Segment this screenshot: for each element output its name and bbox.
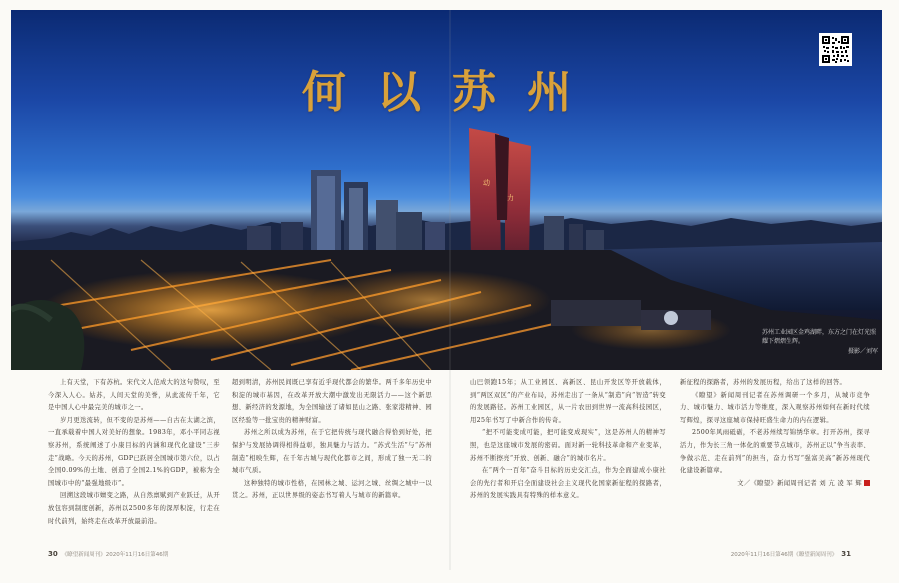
author-byline: 文／《瞭望》新闻周刊记者 刘 亢 凌 军 辉 <box>680 478 870 491</box>
gate-sign-text: 动 <box>483 180 490 187</box>
page-number-left: 30 <box>48 550 58 558</box>
caption-text: 苏州工业园区金鸡湖畔，东方之门在灯光照耀下熠熠生辉。 <box>762 329 877 345</box>
city-night-photo <box>11 10 882 370</box>
paragraph: 《瞭望》新闻周刊记者在苏州调研一个多月，从城市竞争力、城市魅力、城市活力等维度，深入观察苏州如何在新时代续写辉煌，探寻这座城市保持旺盛生命力的内在逻辑。 <box>680 391 870 424</box>
footer-left <box>48 550 168 558</box>
skyline-illustration <box>11 10 882 370</box>
headline-char: 州 <box>527 67 598 118</box>
paragraph: 岁月更迭流转，但不变的是苏州——自古在太湖之滨，一直承载着中国人对美好的想象。1983年，邓小平同志视察苏州，系统阐述了小康目标的内涵和现代化建设“三步走”战略。今天的苏州，GDP已跃居全国城市第六位，以占全国0.09%的土地、创造了全国2.1%的GDP，被称为全国城市中的“最强地级市”。 <box>48 416 220 487</box>
photo-credit: 摄影／刘军 <box>847 348 878 355</box>
footer-left-text: 《瞭望新闻周刊》2020年11月16日第46期 <box>61 552 169 558</box>
paragraph: 2500年风雨砥砺，不老苏州续写锦绣华章。打开苏州，探寻活力，作为长三角一体化的重要节点城市，苏州正以“争当表率、争做示范、走在前列”的担当，奋力书写“强富美高”新苏州现代化建设新篇章。 <box>680 429 870 475</box>
paragraph: 这种独特的城市性格，在园林之城、运河之城、丝绸之城中一以贯之。苏州，正以世界级的姿态书写着人与城市的新篇章。 <box>232 479 432 500</box>
headline-char: 何 <box>301 67 372 118</box>
text-column-2 <box>232 377 432 503</box>
headline-char: 以 <box>376 67 447 118</box>
paragraph: 在“两个一百年”奋斗目标的历史交汇点，作为全面建成小康社会的先行者和开启全面建设社会主义现代化国家新征程的探路者，苏州的发展实践具有特殊的样本意义。 <box>470 467 666 500</box>
page-gutter <box>449 10 451 570</box>
qr-code-icon[interactable] <box>819 33 852 66</box>
photo-caption <box>762 328 878 356</box>
paragraph: 山巴领跑15年；从工业园区、高新区、昆山开发区等开放载体，到“两区双区”的产业布局，苏州走出了一条从“制造”向“智造”转变的发展路径。苏州工业园区，从一片农田到世界一流高科技园区，用25年书写了中新合作的传奇。 <box>470 379 666 424</box>
footer-right <box>731 550 851 558</box>
page-number-right: 31 <box>841 550 851 558</box>
footer-right-text: 2020年11月16日第46期《瞭望新闻周刊》 <box>730 552 838 558</box>
paragraph: “把不可能变成可能，把可能变成现实”，这是苏州人的精神写照，也是这座城市发展的密码。面对新一轮科技革命和产业变革，苏州不断擦亮“开放、创新、融合”的城市名片。 <box>470 429 666 462</box>
headline-char: 苏 <box>452 67 523 118</box>
paragraph: 上有天堂，下有苏杭。宋代文人范成大的这句赞叹，至今深入人心。姑苏，人间天堂的美誉，从此流传千年，它是中国人心中最完美的城市之一。 <box>48 379 220 412</box>
paragraph: 回溯这段城市嬗变之路，从自然禀赋到产业跃迁，从开放包容到制度创新，苏州以2500多年的深厚积淀，行走在时代前列，始终走在改革开放最前沿。 <box>48 492 220 525</box>
end-mark-icon <box>864 480 870 486</box>
text-column-3 <box>470 377 666 503</box>
paragraph: 苏州之所以成为苏州，在于它把传统与现代融合得恰到好处，把保护与发展协调得相得益彰，独具魅力与活力。“苏式生活”与“苏州制造”相映生辉，在千年古城与现代化都市之间，形成了独一无二的城市气质。 <box>232 429 432 475</box>
paragraph: 新征程的探路者，苏州的发展历程，给出了这样的回答。 <box>680 379 847 386</box>
svg-text:力: 力 <box>507 195 514 202</box>
paragraph: 超到明清，苏州民间既已享有近乎现代都会的繁华。两千多年历史中积淀的城市基因，在改革开放大潮中激发出无限活力——这个新思想、新经济的发源地，为全国输送了诸如昆山之路、张家港精神、园区经验等一批宝贵的精神财富。 <box>232 379 432 424</box>
text-column-1 <box>48 377 220 528</box>
text-column-4 <box>680 377 870 490</box>
